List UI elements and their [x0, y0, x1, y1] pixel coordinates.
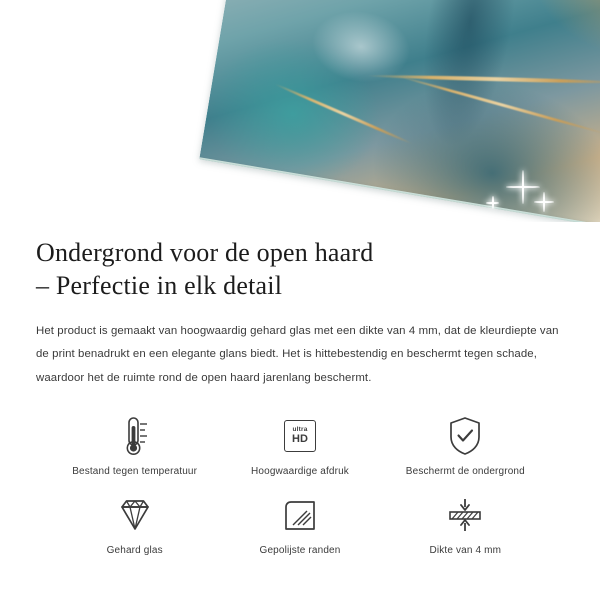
feature-label: Gepolijste randen — [259, 545, 341, 557]
ultra-hd-badge — [284, 420, 316, 452]
diamond-icon — [112, 491, 158, 539]
hero-image-inner — [0, 0, 600, 222]
polished-edges-icon — [280, 491, 320, 539]
feature-item — [52, 412, 217, 477]
ultra-hd-icon — [284, 412, 316, 460]
ultra-hd-badge-top: ultra — [292, 425, 308, 433]
headline-line-1: Ondergrond voor de open haard — [36, 238, 374, 267]
hero-image — [0, 0, 600, 222]
feature-grid — [36, 412, 564, 556]
feature-label: Beschermt de ondergrond — [405, 466, 525, 478]
feature-item — [217, 412, 382, 477]
feature-item — [383, 491, 548, 556]
ink-texture-overlay — [199, 0, 600, 222]
thickness-4mm-icon — [441, 491, 489, 539]
ultra-hd-badge-bottom: HD — [292, 433, 308, 446]
marble-glass-panel-image — [199, 0, 600, 222]
feature-item — [217, 491, 382, 556]
thermometer-icon — [115, 412, 155, 460]
page-title — [36, 236, 564, 302]
headline-line-2: – Perfectie in elk detail — [36, 271, 283, 301]
feature-label: Gehard glas — [106, 545, 163, 557]
shield-check-icon — [444, 412, 486, 460]
feature-label: Hoogwaardige afdruk — [251, 466, 349, 478]
feature-item — [52, 491, 217, 556]
feature-label: Bestand tegen temperatuur — [72, 466, 198, 478]
feature-item — [383, 412, 548, 477]
content-area — [0, 236, 600, 556]
feature-label: Dikte van 4 mm — [429, 545, 502, 557]
body-paragraph: Het product is gemaakt van hoogwaardig gehard glas met een dikte van 4 mm, dat de kleurdiepte van de print benadrukt en een elegante glans biedt. Het is hittebestendig en beschermt tegen schade, waardoor het de ruimte rond de open haard jarenlang beschermt. — [36, 325, 559, 384]
